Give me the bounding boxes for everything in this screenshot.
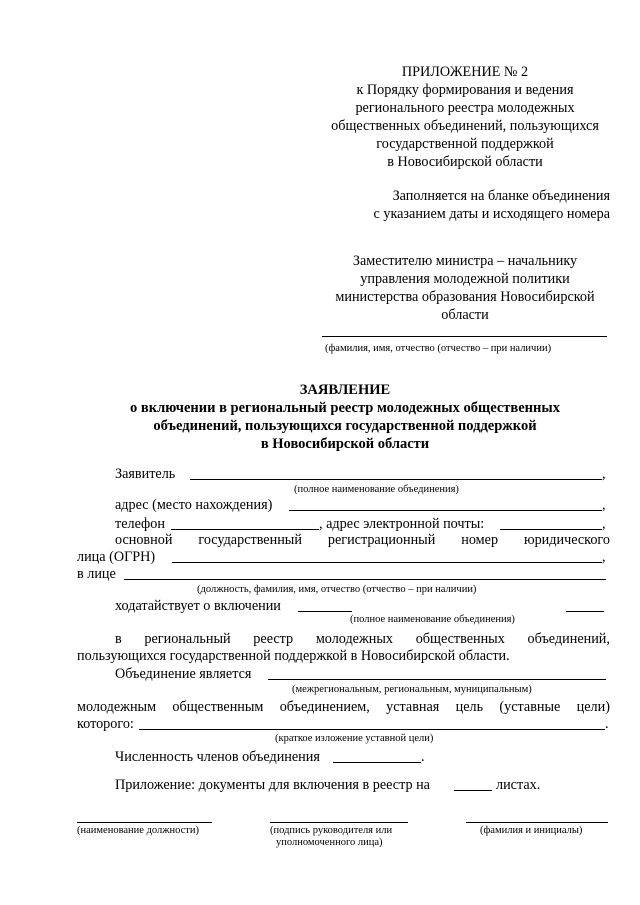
addressee-line: Заместителю министра – начальнику: [352, 253, 578, 269]
ogrn-word: юридического: [523, 532, 610, 548]
address-label: адрес (место нахождения): [115, 497, 273, 513]
registry-word: молодежных: [315, 631, 393, 647]
assoc-word: цели): [576, 699, 610, 715]
appendix-block: [305, 63, 625, 171]
email-field[interactable]: [500, 529, 602, 530]
members-field[interactable]: [333, 762, 421, 763]
assoc-word: молодежным: [77, 699, 157, 715]
ogrn-word: номер: [461, 532, 499, 548]
appendix-line: в Новосибирской области: [387, 154, 543, 170]
ogrn-field[interactable]: [172, 562, 602, 563]
person-field[interactable]: [124, 579, 606, 580]
document-title-main: ЗАЯВЛЕНИЕ: [299, 382, 391, 398]
assoc-word: цель: [455, 699, 484, 715]
registry-word: реестр: [253, 631, 294, 647]
appendix-line: к Порядку формирования и ведения: [356, 82, 574, 98]
full-name-caption: (фамилия и инициалы): [480, 825, 583, 836]
assoc-caption: (межрегиональным, региональным, муниципальным): [292, 684, 532, 695]
appendix-line: государственной поддержкой: [376, 136, 554, 152]
appendix-line: регионального реестра молодежных: [355, 100, 575, 116]
note-line: с указанием даты и исходящего номера: [373, 206, 610, 222]
comma: ,: [602, 549, 606, 565]
assoc-label: Объединение является: [115, 666, 252, 682]
applicant-caption: (полное наименование объединения): [294, 484, 459, 495]
registry-line: [115, 631, 610, 647]
ogrn-label: лица (ОГРН): [77, 549, 156, 565]
document-title-line: о включении в региональный реестр молодежных общественных: [130, 400, 560, 416]
registry-word: объединений,: [527, 631, 610, 647]
person-caption: (должность, фамилия, имя, отчество (отчество – при наличии): [197, 584, 477, 595]
applicant-label: Заявитель: [115, 466, 176, 482]
signature-caption: [270, 825, 392, 849]
appendix-line: общественных объединений, пользующихся: [331, 118, 599, 134]
phone-field[interactable]: [171, 529, 319, 530]
comma: ,: [602, 516, 606, 532]
document-title-line: объединений, пользующихся государственной поддержкой: [153, 418, 537, 434]
comma: ,: [602, 466, 606, 482]
petition-caption: (полное наименование объединения): [350, 614, 515, 625]
addressee-caption: (фамилия, имя, отчество (отчество – при наличии): [325, 343, 552, 354]
goal-field[interactable]: [139, 729, 605, 730]
goal-caption: (краткое изложение уставной цели): [275, 733, 434, 744]
assoc-word: общественным: [172, 699, 264, 715]
applicant-field[interactable]: [190, 479, 602, 480]
document-title-line: в Новосибирской области: [260, 436, 430, 452]
period: .: [605, 716, 609, 732]
registry-word: общественных: [415, 631, 505, 647]
ogrn-line: [115, 532, 610, 548]
addressee-block: [305, 252, 625, 324]
assoc-words-line: [77, 699, 610, 715]
sheets-count-field[interactable]: [454, 790, 492, 791]
full-name-field[interactable]: [466, 822, 608, 823]
assoc-word: (уставные: [499, 699, 561, 715]
period: .: [421, 749, 425, 765]
note-line: Заполняется на бланке объединения: [392, 188, 610, 204]
email-label: , адрес электронной почты:: [319, 516, 485, 532]
assoc-field[interactable]: [268, 679, 606, 680]
document-title: [80, 381, 610, 453]
signature-field[interactable]: [270, 822, 408, 823]
position-field[interactable]: [77, 822, 212, 823]
signature-caption-line: (подпись руководителя или: [270, 825, 393, 836]
assoc-word: объединением,: [279, 699, 370, 715]
petition-field[interactable]: [298, 611, 352, 612]
registry-line-2: пользующихся государственной поддержкой в Новосибирской области.: [77, 648, 510, 664]
registry-word: в: [115, 631, 122, 647]
comma: ,: [602, 497, 606, 513]
members-label: Численность членов объединения: [115, 749, 320, 765]
addressee-line: министерства образования Новосибирской: [335, 289, 595, 305]
attachment-suffix: листах.: [496, 777, 541, 793]
phone-label: телефон: [115, 516, 165, 532]
letterhead-note: [374, 187, 610, 223]
ogrn-word: государственный: [198, 532, 302, 548]
attachment-label: Приложение: документы для включения в реестр на: [115, 777, 430, 793]
addressee-line: управления молодежной политики: [360, 271, 570, 287]
ogrn-word: основной: [115, 532, 173, 548]
petition-label: ходатайствует о включении: [115, 598, 281, 614]
appendix-title: ПРИЛОЖЕНИЕ № 2: [401, 64, 529, 80]
registry-word: региональный: [144, 631, 231, 647]
assoc-word: уставная: [386, 699, 440, 715]
addressee-line: области: [441, 307, 489, 323]
addressee-name-field[interactable]: [322, 336, 607, 337]
person-label: в лице: [77, 566, 116, 582]
signature-caption-line: уполномоченного лица): [276, 837, 383, 848]
ogrn-word: регистрационный: [327, 532, 436, 548]
position-caption: (наименование должности): [77, 825, 200, 836]
goal-label: которого:: [77, 716, 134, 732]
address-field[interactable]: [289, 510, 602, 511]
petition-field-end[interactable]: [566, 611, 604, 612]
